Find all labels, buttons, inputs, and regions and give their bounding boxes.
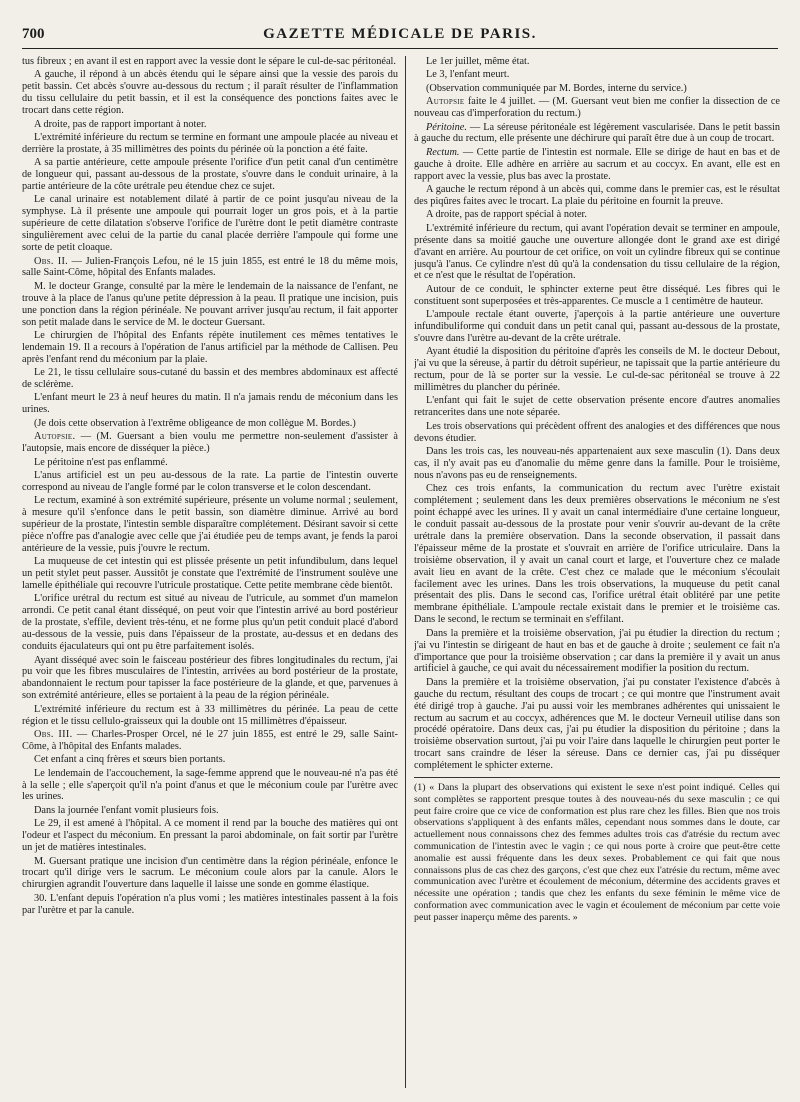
- section-label: Péritoine.: [426, 121, 467, 133]
- paragraph: A gauche, il répond à un abcès étendu qui le sépare ainsi que la vessie des parois du petit bassin. Cet abcès s'ouvre au-dessous du rectum ; il paraît résulter de l'inflammation du tissu cellulaire du petit bassin, et il est la conséquence des ponctions faites avec le trocart dans cette région.: [22, 69, 398, 117]
- paragraph: M. le docteur Grange, consulté par la mère le lendemain de la naissance de l'enfant, ne trouve à la place de l'anus qu'une petite dépression à la peau. Il pratique une incision, puis une ponction dans la région périnéale. Ne pouvant arriver jusqu'au rectum, il fait apporter son petit malade dans le service de M. le docteur Guersant.: [22, 280, 398, 328]
- observation-label: Obs. III.: [34, 728, 73, 740]
- observation-intro: — Julien-François Lefou, né le 15 juin 1855, est entré le 18 du même mois, salle Saint-Côme, hôpital des Enfants malades.: [22, 255, 398, 279]
- paragraph: L'extrémité inférieure du rectum se termine en formant une ampoule placée au niveau et derrière la prostate, à 35 millimètres des points du périnée où la ponction a été faite.: [22, 131, 398, 155]
- footnote-rule: [414, 777, 780, 778]
- paragraph: Le 29, il est amené à l'hôpital. A ce moment il rend par la bouche des matières qui ont l'odeur et l'aspect du méconium. En pressant la paroi abdominale, on fait sortir par l'urètre un jet de matières intestinales.: [22, 818, 398, 854]
- paragraph: Le lendemain de l'accouchement, la sage-femme apprend que le nouveau-né n'a pas été à la selle ; elle s'aperçoit qu'il n'a point d'anus et que le méconium coule par l'urètre avec les urines.: [22, 767, 398, 803]
- autopsy-label: Autopsie: [426, 96, 465, 108]
- paragraph: 30. L'enfant depuis l'opération n'a plus vomi ; les matières intestinales passent à la fois par l'urètre et par la canule.: [22, 892, 398, 916]
- paragraph: L'extrémité inférieure du rectum, qui avant l'opération devait se terminer en ampoule, présente dans sa moitié gauche une ouverture allongée dont le grand axe est dirigé d'avant en arrière. Au pourtour de cet orifice, on voit un cylindre fibreux qui se continue jusqu'à l'anus. Ce cylindre n'est dû qu'à la condensation du tissu cellulaire de la région, et ce n'est que le résultat de l'opération.: [414, 222, 780, 282]
- footnote: [414, 782, 780, 924]
- paragraph: Le canal urinaire est notablement dilaté à partir de ce point jusqu'au niveau de la symphyse. Là il présente une ampoule qui pourrait loger un gros pois, et à la partie supérieure de cette dilatation s'observe l'orifice de l'urètre dont le petit diamètre contraste singulièrement avec celui de la partie du canal placée derrière l'ampoule qui forme une sorte de petit cloaque.: [22, 194, 398, 254]
- autopsy-intro: faite le 4 juillet. — (M. Guersant veut bien me confier la dissection de ce nouveau cas d'imperforation du rectum.): [414, 96, 780, 120]
- left-column: [22, 56, 398, 1088]
- paragraph: M. Guersant pratique une incision d'un centimètre dans la région périnéale, enfonce le trocart qu'il dirige vers le sacrum. Le méconium coule alors par la canule. Alors le chirurgien agrandit l'ouverture dans laquelle il laisse une sonde en gomme élastique.: [22, 855, 398, 891]
- paragraph: L'enfant meurt le 23 à neuf heures du matin. Il n'a jamais rendu de méconium dans les urines.: [22, 392, 398, 416]
- paragraph: Dans la première et la troisième observation, j'ai pu constater l'existence d'abcès à gauche du rectum, résultant des coups de trocart ; ce qui montre que l'instrument avait été dirigé trop à gauche. J'ai pu aussi voir les membranes adhérentes qui unissaient le rectum au sacrum et au coccyx, adhérences que M. le docteur Verneuil utilise dans son procédé opératoire. Dans deux cas, j'ai pu étudier la disposition du péritoine ; dans la troisième observation surtout, j'ai pu voir l'aire dans laquelle le chirurgien peut porter le trocart sans craindre de léser la séreuse. Dans ce dernier cas, j'ai pu disséquer complétement le sphicter externe.: [414, 676, 780, 772]
- paragraph: A droite, pas de rapport spécial à noter.: [426, 209, 587, 221]
- section-label: Rectum.: [426, 146, 460, 158]
- autopsy-heading: [414, 96, 780, 120]
- paragraph: Le péritoine n'est pas enflammé.: [34, 456, 168, 468]
- paragraph: Autour de ce conduit, le sphincter externe peut être disséqué. Les fibres qui le constituent sont superposées et très-apparentes. Ce muscle a 1 centimètre de hauteur.: [414, 283, 780, 307]
- paragraph: Le rectum, examiné à son extrémité supérieure, présente un volume normal ; seulement, à mesure qu'il s'enfonce dans le petit bassin, son diamètre diminue. Arrivé au bord supérieur de la prostate, l'intestin semble disparaître complétement. Désirant savoir si cette pièce n'offre pas d'analogie avec celle que j'ai étudiée peu de temps avant, je fends la paroi antérieure de la vessie, puis j'ouvre le rectum.: [22, 495, 398, 554]
- paragraph: (Je dois cette observation à l'extrême obligeance de mon collègue M. Bordes.): [34, 417, 356, 429]
- paragraph: Dans la journée l'enfant vomit plusieurs fois.: [34, 804, 219, 816]
- paragraph: Ayant étudié la disposition du péritoine d'après les conseils de M. le docteur Debout, j'ai vu que la séreuse, à partir du détroit supérieur, ne tapissait que la partie antérieure du rectum, pour de là se porter sur la vessie. Le cul-de-sac péritonéal se trouve à 22 millimètres du plancher du périnée.: [414, 346, 780, 394]
- paragraph: A sa partie antérieure, cette ampoule présente l'orifice d'un petit canal d'un centimètre de longueur qui, passant au-dessous de la prostate, s'ouvre dans le conduit urinaire, à la partie antérieure de la côte urétrale peu étendue chez ce sujet.: [22, 157, 398, 193]
- paragraph: tus fibreux ; en avant il est en rapport avec la vessie dont le sépare le cul-de-sac péritonéal.: [22, 56, 396, 67]
- paragraph: Cet enfant a cinq frères et sœurs bien portants.: [34, 754, 226, 766]
- paragraph: L'anus artificiel est un peu au-dessous de la rate. La partie de l'intestin ouverte correspond au niveau de l'angle formé par le colon transverse et le colon descendant.: [22, 469, 398, 493]
- right-column: [414, 56, 780, 1088]
- paragraph: Le chirurgien de l'hôpital des Enfants répète inutilement ces mêmes tentatives le lendemain 19. Il a recours à l'opération de l'anus artificiel par la méthode de Callisen. Peu après l'enfant rend du méconium par la plaie.: [22, 329, 398, 365]
- observation-label: Obs. II.: [34, 255, 69, 267]
- paragraph: Chez ces trois enfants, la communication du rectum avec l'urètre existait complétement ; seulement dans les deux premières observations le méconium ne s'est point échappé avec les urines. Il y avait un canal intermédiaire d'une certaine longueur, le conduit passait au-dessous de la prostate pour venir s'ouvrir au-devant de la crête urétrale dans la première observation. Dans la seconde observation, il passait dans l'épaisseur même de la prostate et s'ouvrait en arrière de l'orifice utriculaire. Dans la troisième observation, il y avait un canal court et large, et l'ouverture chez ce malade avait lieu en avant de la crête. C'est chez ce malade que le méconium s'écoulait facilement avec les urines. Dans les trois observations, la muqueuse du petit canal présentait des plis. Dans le second cas, l'orifice urétral était oblitéré par une petite membrane épithéliale. L'ampoule rectale existait dans le premier et le troisième cas. Dans le second, le rectum se terminait en s'effilant.: [414, 483, 780, 626]
- paragraph: Ayant disséqué avec soin le faisceau postérieur des fibres longitudinales du rectum, j'ai pu voir que les fibres musculaires de l'intestin, arrivées au bord postérieur de la prostate, abandonnaient le rectum pour tapisser la face postérieure de la glande, et que, parvenues à son extrémité antérieure, elles se portaient à la peau de la région périnéale.: [22, 654, 398, 702]
- page-number: 700: [22, 26, 45, 42]
- paragraph: Le 3, l'enfant meurt.: [426, 69, 510, 81]
- page-header: [22, 26, 778, 49]
- footnote-text: (1) « Dans la plupart des observations qui existent le sexe n'est point indiqué. Celles qui sont complètes se rapportent presque toutes à des nouveau-nés du sexe masculin ; ce qui peut faire croire que ce vice de conformation est plus rare chez les filles. Bien que nos trois observations s'appliquent à des enfants mâles, cependant nous sommes dans le doute, car actuellement nous connaissons chez des femmes adultes trois cas d'atrésie du rectum avec communication de l'intestin avec le vagin ; ce qui nous porte à croire que peut-être cette anomalie est aussi fréquente dans les deux sexes. Probablement ce qui fait que nous connaissons plus de cas chez des garçons, c'est que chez eux l'atrésie du rectum, même avec communication avec l'urètre et écoulement de méconium, détermine des accidents graves et nécessite une opération ; tandis que chez les enfants du sexe féminin le même vice de conformation avec communication avec le vagin et écoulement de méconium par cette voie peut passer inaperçu même des parents. »: [414, 782, 780, 923]
- paragraph: Le 21, le tissu cellulaire sous-cutané du bassin et des membres abdominaux est affecté de sclérème.: [22, 367, 398, 391]
- journal-title: GAZETTE MÉDICALE DE PARIS.: [263, 26, 537, 42]
- section-text: — Cette partie de l'intestin est normale. Elle se dirige de haut en bas et de gauche à droite. Elle adhère en arrière au sacrum et au coccyx. En avant, elle est en rapport avec la vessie, plus bas avec la prostate.: [414, 146, 780, 182]
- observation-heading: [22, 256, 398, 280]
- autopsy-label: Autopsie.: [34, 431, 76, 443]
- paragraph: L'orifice urétral du rectum est situé au niveau de l'utricule, au sommet d'un mamelon arrondi. Ce petit canal étant disséqué, on peut voir que l'intestin arrivé au bord postérieur de la prostate, s'effile, devient très-ténu, et ne forme plus qu'un petit conduit placé d'abord au-dessous de la vessie, puis dans l'épaisseur de la prostate, au-dessus et en dedans des conduits éjaculateurs qui ont pu être parfaitement isolés.: [22, 593, 398, 653]
- paragraph: L'extrémité inférieure du rectum est à 33 millimètres du périnée. La peau de cette région et le tissu cellulo-graisseux qui la double ont 15 millimètres d'épaisseur.: [22, 703, 398, 727]
- observation-intro: — Charles-Prosper Orcel, né le 27 juin 1855, est entré le 29, salle Saint-Côme, à l'hôpital des Enfants malades.: [22, 728, 398, 752]
- section-paragraph: [414, 147, 780, 183]
- column-divider: [405, 56, 406, 1088]
- autopsy-heading: [22, 431, 398, 455]
- paragraph: A droite, pas de rapport important à noter.: [34, 118, 207, 130]
- section-text: — La séreuse péritonéale est légèrement vascularisée. Dans le petit bassin à gauche du rectum, elle présente une déchirure qui paraît être due à un coup de trocart.: [414, 121, 780, 145]
- observation-heading: [22, 729, 398, 753]
- section-paragraph: [414, 122, 780, 146]
- paragraph: Dans les trois cas, les nouveau-nés appartenaient aux sexe masculin (1). Dans deux cas, il n'y avait pas eu d'anomalie du même genre dans la famille. Pour le troisième, nous n'avons pas eu de renseignements.: [414, 446, 780, 481]
- paragraph: L'ampoule rectale étant ouverte, j'aperçois à la partie antérieure une ouverture infundibuliforme qui conduit dans un petit canal qui, passant au-dessous de la prostate, s'ouvre dans l'urètre au-devant de la crête urétrale.: [414, 309, 780, 344]
- autopsy-intro: — (M. Guersant a bien voulu me permettre non-seulement d'assister à l'autopsie, mais encore de disséquer la pièce.): [22, 431, 398, 455]
- paragraph: Les trois observations qui précèdent offrent des analogies et des différences que nous devons étudier.: [414, 420, 780, 444]
- paragraph: Le 1er juillet, même état.: [426, 56, 530, 67]
- paragraph: Dans la première et la troisième observation, j'ai pu étudier la direction du rectum ; j'ai vu l'intestin se dirigeant de haut en bas et de gauche à droite ; seulement ce fait n'a d'importance que pour la troisième observation ; car dans la première il y avait un anus artificiel à gauche, ce qui avait du nécessairement modifier la position du rectum.: [414, 627, 780, 675]
- paragraph: A gauche le rectum répond à un abcès qui, comme dans le premier cas, est le résultat des piqûres faites avec le trocart. La plaie du péritoine en fournit la preuve.: [414, 184, 780, 207]
- paragraph: (Observation communiquée par M. Bordes, interne du service.): [426, 82, 687, 94]
- paragraph: L'enfant qui fait le sujet de cette observation présente encore d'autres anomalies retrancerites dans une note séparée.: [414, 395, 780, 419]
- paragraph: La muqueuse de cet intestin qui est plissée présente un petit infundibulum, dans lequel un petit stylet peut passer. Aussitôt je constate que l'extrémité de l'instrument soulève une lamelle épithéliale qui recouvre l'utricule prostatique. Cette petite membrane cède bientôt.: [22, 556, 398, 592]
